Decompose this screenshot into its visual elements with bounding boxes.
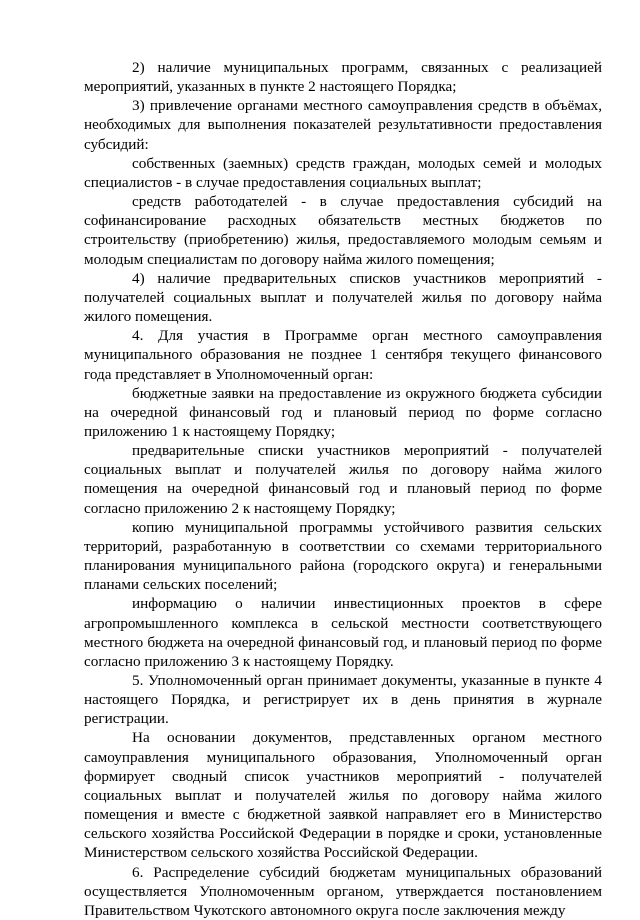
paragraph-program-copy: копию муниципальной программы устойчивого развития сельских территорий, разработанную в соответствии со схемами территориального планирования муниципального района (городского округа) и генеральными планами сельских поселений; (84, 518, 602, 594)
paragraph-own-funds: собственных (заемных) средств граждан, молодых семей и молодых специалистов - в случае предоставления социальных выплат; (84, 154, 602, 191)
paragraph-item-3-funding: 3) привлечение органами местного самоуправления средств в объёмах, необходимых для выполнения показателей результативности предоставления субсидий: (84, 97, 602, 153)
document-page (84, 58, 602, 920)
paragraph-section-5: 5. Уполномоченный орган принимает документы, указанные в пункте 4 настоящего Порядка, и регистрирует их в день принятия в журнале регистрации. (84, 672, 602, 728)
paragraph-employer-funds: средств работодателей - в случае предоставления субсидий на софинансирование расходных обязательств местных бюджетов по строительству (приобретению) жилья, предоставляемого молодым семьям и молодым специалистам по договору найма жилого помещения; (84, 193, 602, 268)
paragraph-item-2-programs: 2) наличие муниципальных программ, связанных с реализацией мероприятий, указанных в пункте 2 настоящего Порядка; (84, 59, 602, 96)
paragraph-investment-info: информацию о наличии инвестиционных проектов в сфере агропромышленного комплекса в сельской местности соответствующего местного бюджета на очередной финансовый год, и плановый период по форме согласно приложению 3 к настоящему Порядку. (84, 595, 602, 670)
paragraph-preliminary-lists: предварительные списки участников мероприятий - получателей социальных выплат и получателей жилья по договору найма жилого помещения на очередной финансовый год и плановый период по форме согласно приложению 2 к настоящему Порядку; (84, 442, 602, 517)
paragraph-budget-requests: бюджетные заявки на предоставление из окружного бюджета субсидии на очередной финансовый год и плановый период по форме согласно приложению 1 к настоящему Порядку; (84, 384, 602, 440)
paragraph-consolidated-list: На основании документов, представленных органом местного самоуправления муниципального образования, Уполномоченный орган формирует сводный список участников мероприятий - получателей социальных выплат и получателей жилья по договору найма жилого помещения и вместе с бюджетной заявкой направляет его в Министерство сельского хозяйства Российской Федерации в порядке и сроки, установленные Министерством сельского хозяйства Российской Федерации. (84, 729, 602, 862)
paragraph-section-4: 4. Для участия в Программе орган местного самоуправления муниципального образования не позднее 1 сентября текущего финансового года представляет в Уполномоченный орган: (84, 327, 602, 383)
paragraph-item-4-lists: 4) наличие предварительных списков участников мероприятий - получателей социальных выплат и получателей жилья по договору найма жилого помещения. (84, 269, 602, 326)
paragraph-section-6: 6. Распределение субсидий бюджетам муниципальных образований осуществляется Уполномоченным органом, утверждается постановлением Правительством Чукотского автономного округа после заключения между (84, 863, 602, 919)
